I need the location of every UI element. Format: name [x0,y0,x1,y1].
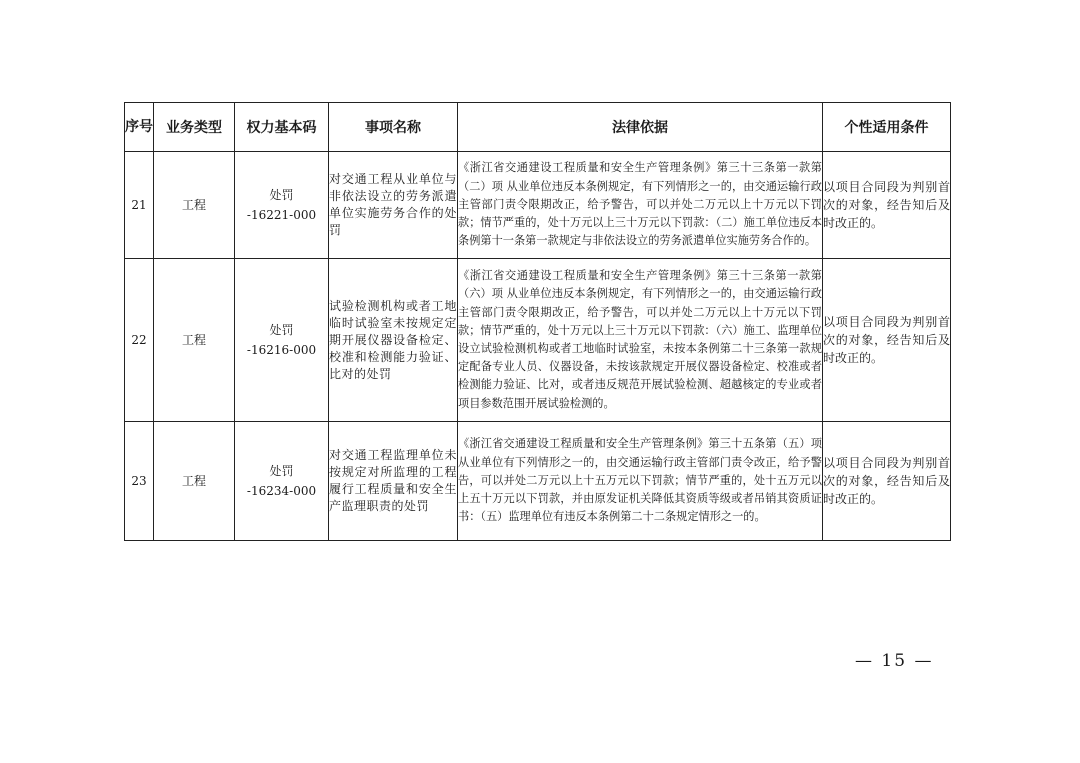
row-legal-basis: 《浙江省交通建设工程质量和安全生产管理条例》第三十五条第（五）项 从业单位有下列情形之一的，由交通运输行政主管部门责令改正，给予警告，可以并处二万元以上十五万元以下罚款；情节严重的，处十五万元以上五十万元以下罚款，并由原发证机关降低其资质等级或者吊销其资质证书：（五）监理单位有违反本条例第二十二条规定情形之一的。 [458,422,823,541]
header-legal-basis: 法律依据 [458,103,823,152]
power-code-number: -16216-000 [246,343,317,357]
power-code-prefix: 处罚 [269,323,294,337]
row-item-name: 试验检测机构或者工地临时试验室未按规定定期开展仪器设备检定、校准和检测能力验证、比对的处罚 [329,259,458,422]
header-applicable-condition: 个性适用条件 [823,103,951,152]
power-code-number: -16221-000 [246,208,317,222]
row-power-code [235,422,329,541]
row-applicable-condition: 以项目合同段为判别首次的对象，经告知后及时改正的。 [823,422,951,541]
header-index: 序号 [125,103,154,152]
table-row [125,422,951,541]
penalty-items-table [124,102,951,541]
row-business-type: 工程 [154,422,235,541]
row-legal-basis: 《浙江省交通建设工程质量和安全生产管理条例》第三十三条第一款第（六）项 从业单位违反本条例规定，有下列情形之一的，由交通运输行政主管部门责令限期改正，给予警告，可以并处二万元以上十万元以下罚款；情节严重的，处十万元以上三十万元以下罚款：（六）施工、监理单位设立试验检测机构或者工地临时试验室，未按本条例第二十三条第一款规定配备专业人员、仪器设备，未按该款规定开展仪器设备检定、校准或者检测能力验证、比对，或者违反规范开展试验检测、超越核定的专业或者项目参数范围开展试验检测的。 [458,259,823,422]
row-index: 21 [125,152,154,259]
row-index: 22 [125,259,154,422]
row-index: 23 [125,422,154,541]
power-code-prefix: 处罚 [269,188,294,202]
header-business-type: 业务类型 [154,103,235,152]
row-item-name: 对交通工程从业单位与非依法设立的劳务派遣单位实施劳务合作的处罚 [329,152,458,259]
table-row [125,259,951,422]
header-power-code: 权力基本码 [235,103,329,152]
row-business-type: 工程 [154,259,235,422]
row-applicable-condition: 以项目合同段为判别首次的对象，经告知后及时改正的。 [823,152,951,259]
row-power-code [235,152,329,259]
power-code-number: -16234-000 [246,484,317,498]
row-business-type: 工程 [154,152,235,259]
power-code-prefix: 处罚 [269,464,294,478]
row-legal-basis: 《浙江省交通建设工程质量和安全生产管理条例》第三十三条第一款第（二）项 从业单位违反本条例规定，有下列情形之一的，由交通运输行政主管部门责令限期改正，给予警告，可以并处二万元以上十万元以下罚款；情节严重的，处十万元以上三十万元以下罚款：（二）施工单位违反本条例第十一条第一款规定与非依法设立的劳务派遣单位实施劳务合作的。 [458,152,823,259]
table-row [125,152,951,259]
page-number: — 15 — [855,651,934,671]
row-item-name: 对交通工程监理单位未按规定对所监理的工程履行工程质量和安全生产监理职责的处罚 [329,422,458,541]
header-item-name: 事项名称 [329,103,458,152]
table-header-row [125,103,951,152]
row-power-code [235,259,329,422]
row-applicable-condition: 以项目合同段为判别首次的对象，经告知后及时改正的。 [823,259,951,422]
